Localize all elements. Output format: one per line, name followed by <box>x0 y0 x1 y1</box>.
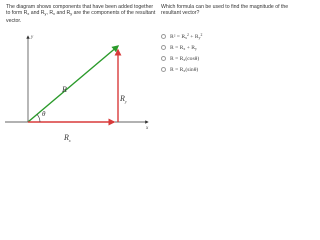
option-cos[interactable] <box>161 53 202 64</box>
x-axis-label: x <box>146 126 149 131</box>
resultant-label: R <box>62 85 67 94</box>
radio-button[interactable] <box>161 34 166 39</box>
radio-button[interactable] <box>161 67 166 72</box>
option-sin[interactable] <box>161 64 202 75</box>
angle-label: θ <box>42 110 46 118</box>
option-label: $R = R_x(\sin\theta)$ <box>170 66 199 73</box>
answer-options <box>161 31 202 75</box>
rx-label: $R_x$ <box>64 133 71 143</box>
y-axis-label: y <box>31 35 34 40</box>
option-pythagorean[interactable] <box>161 31 202 42</box>
problem-prompt: The diagram shows components that have been added together to form $R_x$ and $R_y$, $R_x$ and $R_y$ are the components of the resultant vector. <box>6 4 156 24</box>
option-label: $R^2 = R_x^2 + R_y^2$ <box>170 33 203 40</box>
option-label: $R = R_x + R_y$ <box>170 44 197 51</box>
vector-diagram <box>0 28 160 157</box>
option-sum[interactable] <box>161 42 202 53</box>
option-label: $R = R_x(\cos\theta)$ <box>170 55 200 62</box>
angle-arc <box>37 114 40 122</box>
radio-button[interactable] <box>161 56 166 61</box>
radio-button[interactable] <box>161 45 166 50</box>
question-text: Which formula can be used to find the magnitude of the resultant vector? <box>161 4 289 17</box>
ry-label: $R_y$ <box>120 94 127 104</box>
